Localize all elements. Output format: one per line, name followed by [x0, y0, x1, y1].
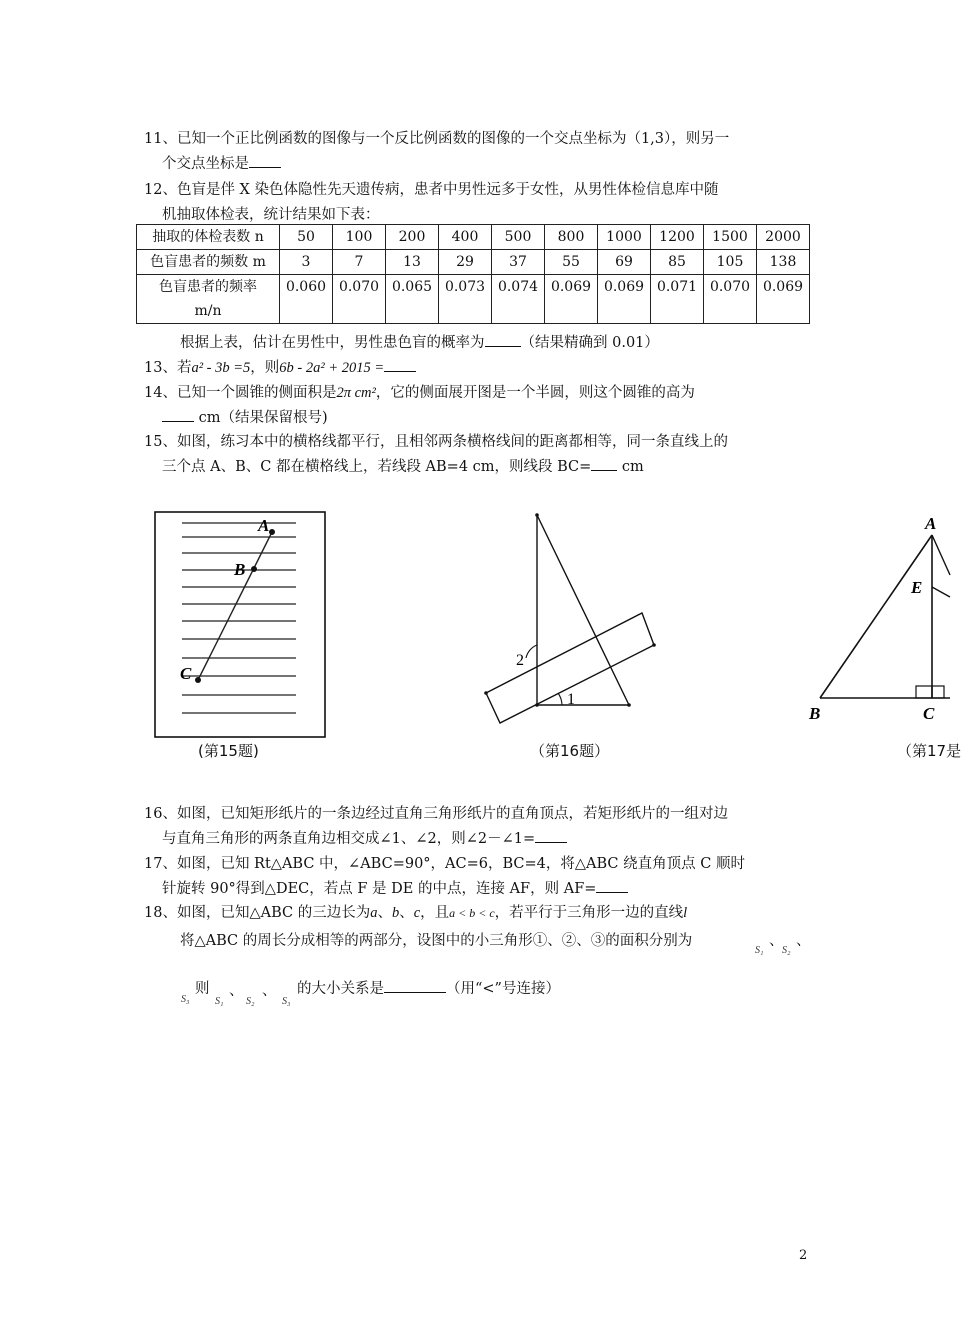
figure-16-caption: （第16题） — [530, 742, 610, 760]
q13-mid: ，则 — [250, 360, 280, 376]
frequency-table — [136, 224, 810, 324]
q14-text-a: 14、已知一个圆锥的侧面积是 — [144, 385, 337, 401]
figure-17-caption: （第17是 — [897, 742, 961, 760]
q18-sep: 、 — [377, 905, 392, 921]
table-cell: 138 — [757, 250, 810, 275]
q11-line1: 11、已知一个正比例函数的图像与一个反比例函数的图像的一个交点坐标为（1,3），则另一 — [144, 131, 730, 147]
angle-1-label: 1 — [567, 691, 575, 708]
q18-text-relation: 的大小关系是 — [297, 981, 384, 997]
q11-answer-blank[interactable] — [249, 153, 281, 168]
q18-line3 — [297, 977, 560, 998]
freq-header-line1: 色盲患者的频率 — [159, 279, 257, 295]
figure-15-caption: (第15题) — [198, 742, 259, 760]
table-cell: 100 — [333, 225, 386, 250]
table-cell: 800 — [545, 225, 598, 250]
q18-note: （用“<”号连接） — [446, 981, 560, 997]
table-cell: 0.060 — [280, 275, 333, 324]
table-row-header: 抽取的体检表数 n — [137, 225, 280, 250]
q14-area: 2π cm² — [336, 385, 376, 401]
q18-text-a: 18、如图，已知△ABC 的三边长为 — [144, 905, 371, 921]
q16-line1: 16、如图，已知矩形纸片的一条边经过直角三角形纸片的直角顶点，若矩形纸片的一组对边 — [144, 806, 728, 822]
q18-text-c: ，若平行于三角形一边的直线 — [494, 905, 684, 921]
q18-text-b: ，且 — [420, 905, 450, 921]
table-cell: 0.070 — [704, 275, 757, 324]
table-cell: 1000 — [598, 225, 651, 250]
table-cell: 1200 — [651, 225, 704, 250]
table-cell: 200 — [386, 225, 439, 250]
q18-var-b: b — [391, 905, 400, 921]
table-cell: 0.070 — [333, 275, 386, 324]
angle-2-label: 2 — [516, 652, 524, 669]
point-c-label: C — [923, 704, 935, 723]
q18-sep5: 、 — [262, 983, 277, 999]
q12-after-text: 根据上表，估计在男性中，男性患色盲的概率为 — [180, 335, 485, 351]
q14-answer-blank[interactable] — [162, 407, 194, 422]
table-row-header — [137, 275, 280, 324]
q15-text: 三个点 A、B、C 都在横格线上，若线段 AB=4 cm，则线段 BC= — [162, 459, 592, 475]
q16-answer-blank[interactable] — [535, 828, 567, 843]
q13-prefix: 13、若 — [144, 360, 192, 376]
q14-line1 — [144, 381, 695, 402]
table-cell: 105 — [704, 250, 757, 275]
table-cell: 3 — [280, 250, 333, 275]
table-cell: 50 — [280, 225, 333, 250]
q17-line1: 17、如图，已知 Rt△ABC 中，∠ABC=90°，AC=6，BC=4，将△ABC 绕直角顶点 C 顺时 — [144, 856, 745, 872]
q18-s3b: S₃ — [282, 996, 291, 1007]
table-cell: 0.073 — [439, 275, 492, 324]
table-cell: 0.065 — [386, 275, 439, 324]
q18-inequality: a < b < c — [449, 906, 495, 920]
table-cell: 400 — [439, 225, 492, 250]
q18-s1b: S₁ — [215, 996, 224, 1007]
q11-line2 — [162, 152, 281, 173]
table-cell: 0.074 — [492, 275, 545, 324]
q15-answer-blank[interactable] — [591, 456, 617, 471]
table-row — [137, 225, 810, 250]
q18-line2: 将△ABC 的周长分成相等的两部分，设图中的小三角形①、②、③的面积分别为 — [180, 933, 693, 949]
table-row-header: 色盲患者的频数 m — [137, 250, 280, 275]
table-row — [137, 250, 810, 275]
q18-answer-blank[interactable] — [384, 978, 446, 993]
q14-text-b: ，它的侧面展开图是一个半圆，则这个圆锥的高为 — [375, 385, 695, 401]
q12-line1: 12、色盲是伴 X 染色体隐性先天遗传病，患者中男性远多于女性，从男性体检信息库中随 — [144, 182, 719, 198]
q18-var-c: c — [413, 905, 421, 921]
q14-unit: cm（结果保留根号) — [194, 410, 328, 426]
figure-15-notebook — [148, 505, 333, 735]
q14-line2 — [162, 406, 328, 427]
point-a-label: A — [258, 516, 270, 535]
point-b-label: B — [234, 560, 246, 579]
q16-text: 与直角三角形的两条直角边相交成∠1、∠2，则∠2－∠1= — [162, 831, 536, 847]
q15-line1: 15、如图，练习本中的横格线都平行，且相邻两条横格线间的距离都相等，同一条直线上的 — [144, 434, 728, 450]
table-cell: 0.069 — [598, 275, 651, 324]
q18-s2: S₂ — [782, 945, 791, 956]
q18-sep: 、 — [399, 905, 414, 921]
q13-line — [144, 356, 416, 377]
q13-answer-blank[interactable] — [384, 357, 416, 372]
table-cell: 29 — [439, 250, 492, 275]
table-cell: 1500 — [704, 225, 757, 250]
q17-line2 — [162, 877, 628, 898]
point-e-label: E — [911, 578, 923, 597]
table-cell: 0.069 — [757, 275, 810, 324]
q16-line2 — [162, 827, 567, 848]
table-cell: 7 — [333, 250, 386, 275]
table-cell: 69 — [598, 250, 651, 275]
q18-s3: S₃ — [181, 994, 190, 1005]
q13-expression: 6b - 2a² + 2015 = — [279, 360, 385, 376]
table-cell: 2000 — [757, 225, 810, 250]
q12-answer-blank[interactable] — [485, 332, 521, 347]
q17-text: 针旋转 90°得到△DEC，若点 F 是 DE 的中点，连接 AF，则 AF= — [162, 881, 597, 897]
q15-unit: cm — [617, 459, 644, 475]
table-cell: 55 — [545, 250, 598, 275]
q12-after — [180, 331, 659, 352]
table-cell: 0.071 — [651, 275, 704, 324]
figure-17-triangle — [805, 505, 950, 730]
q12-line2: 机抽取体检表，统计结果如下表： — [162, 207, 380, 223]
q18-var-l: l — [683, 905, 688, 921]
q18-sep2: 、 — [769, 933, 784, 949]
q11-text: 个交点坐标是 — [162, 156, 249, 172]
page-number: 2 — [799, 1248, 808, 1263]
figure-16-triangle-rectangle — [480, 505, 670, 730]
table-cell: 0.069 — [545, 275, 598, 324]
q18-sep4: 、 — [229, 983, 244, 999]
table-cell: 37 — [492, 250, 545, 275]
q18-var-a: a — [370, 905, 378, 921]
point-a-label: A — [925, 514, 937, 533]
table-cell: 13 — [386, 250, 439, 275]
q18-then: 则 — [195, 981, 210, 997]
q18-line1 — [144, 901, 687, 922]
q15-line2 — [162, 455, 644, 476]
freq-header-line2: m/n — [194, 303, 222, 319]
point-b-label: B — [809, 704, 821, 723]
q17-answer-blank[interactable] — [596, 878, 628, 893]
q13-condition: a² - 3b =5 — [191, 360, 251, 376]
q18-s1: S₁ — [755, 945, 764, 956]
table-cell: 500 — [492, 225, 545, 250]
q18-s2b: S₂ — [246, 996, 255, 1007]
point-c-label: C — [180, 664, 192, 683]
q18-sep3: 、 — [796, 933, 811, 949]
table-cell: 85 — [651, 250, 704, 275]
q12-after-note: （结果精确到 0.01） — [520, 335, 659, 351]
table-row — [137, 275, 810, 324]
